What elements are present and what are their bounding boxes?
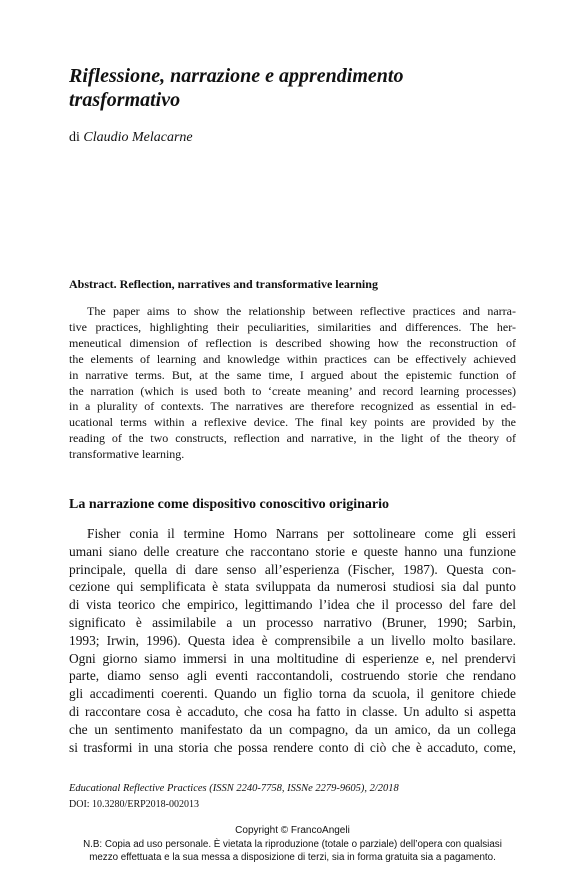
body-line: gli accadimenti coerenti. Quando un figlio torna da scuola, il genitore chiede <box>69 686 516 702</box>
doi: DOI: 10.3280/ERP2018-002013 <box>69 799 199 810</box>
body-line: umani siano delle creature che raccontano storie e queste hanno una funzione <box>69 543 516 559</box>
abstract-line: the elements of learning and knowledge within practices can be effectively achieved <box>69 351 516 366</box>
body-line: 1993; Irwin, 1996). Questa idea è comprensibile a un livello molto basilare. <box>69 632 516 648</box>
copyright-notice: Copyright © FrancoAngeli <box>235 825 350 836</box>
section-heading: La narrazione come dispositivo conoscitivo originario <box>69 497 390 512</box>
abstract-line: meneutical dimension of reflection is described showing how the reconstruction of <box>69 335 516 350</box>
body-line: Fisher conia il termine Homo Narrans per sottolineare come gli esseri <box>87 526 516 541</box>
byline <box>69 130 193 146</box>
abstract-line: the narration (which is used both to ‘create meaning’ and record learning processes) <box>69 383 516 398</box>
usage-notice <box>0 838 585 864</box>
usage-notice-line: N.B: Copia ad uso personale. È vietata la riproduzione (totale o parziale) dell’opera con qualsiasi <box>83 839 502 850</box>
abstract-heading: Abstract. Reflection, narratives and transformative learning <box>69 277 378 291</box>
body-line: che un sentimento manifestato da un compagno, da un amico, da un collega <box>69 721 516 737</box>
abstract-line: transformative learning. <box>69 447 185 462</box>
title-line: Riflessione, narrazione e apprendimento <box>69 65 404 87</box>
title-line: trasformativo <box>69 89 181 111</box>
abstract-line: tive practices, highlighting their peculiarities, similarities and differences. The her- <box>69 319 516 334</box>
body-line: principale, quella di dare senso all’esperienza (Fischer, 1987). Questa con- <box>69 561 516 577</box>
abstract-line: ucational terms within a reflexive device. The final key points are provided by the <box>69 415 516 430</box>
abstract-text <box>69 304 516 463</box>
journal-citation: Educational Reflective Practices (ISSN 2240-7758, ISSNe 2279-9605), 2/2018 <box>69 783 399 794</box>
body-line: di raccontare cosa è accaduto, che cosa ha fatto in classe. Un adulto si aspetta <box>69 703 516 719</box>
article-title <box>69 64 509 112</box>
abstract-line: in narrative terms. But, at the same time, I argued about the epistemic function of <box>69 367 516 382</box>
body-line: cezione qui semplificata è stata sviluppata da numerosi studiosi sia dal punto <box>69 579 516 595</box>
author-name: Claudio Melacarne <box>83 130 193 145</box>
body-line: parte, diamo senso agli eventi raccontandoli, costruendo storie che rendano <box>69 668 516 684</box>
body-line: di vista teorico che empirico, legittimando l’idea che il processo del fare del <box>69 597 516 613</box>
abstract-line: in a plurality of contexts. The narratives are therefore recognized as essential in ed- <box>69 399 516 414</box>
section-body <box>69 525 516 756</box>
byline-prefix: di <box>69 130 80 145</box>
usage-notice-line: mezzo effettuata e la sua messa a disposizione di terzi, sia in forma gratuita sia a pagamento. <box>89 852 496 863</box>
body-line: Ogni giorno siamo immersi in una moltitudine di esperienze e, nel prendervi <box>69 650 516 666</box>
body-line: si trasformi in una storia che possa rendere conto di ciò che è accaduto, come, <box>69 739 516 755</box>
body-line: significato è assimilabile a un processo narrativo (Bruner, 1990; Sarbin, <box>69 614 516 630</box>
abstract-line: reading of the two constructs, reflection and narrative, in the light of the theory of <box>69 431 516 446</box>
abstract-line: The paper aims to show the relationship between reflective practices and narra- <box>87 304 516 318</box>
